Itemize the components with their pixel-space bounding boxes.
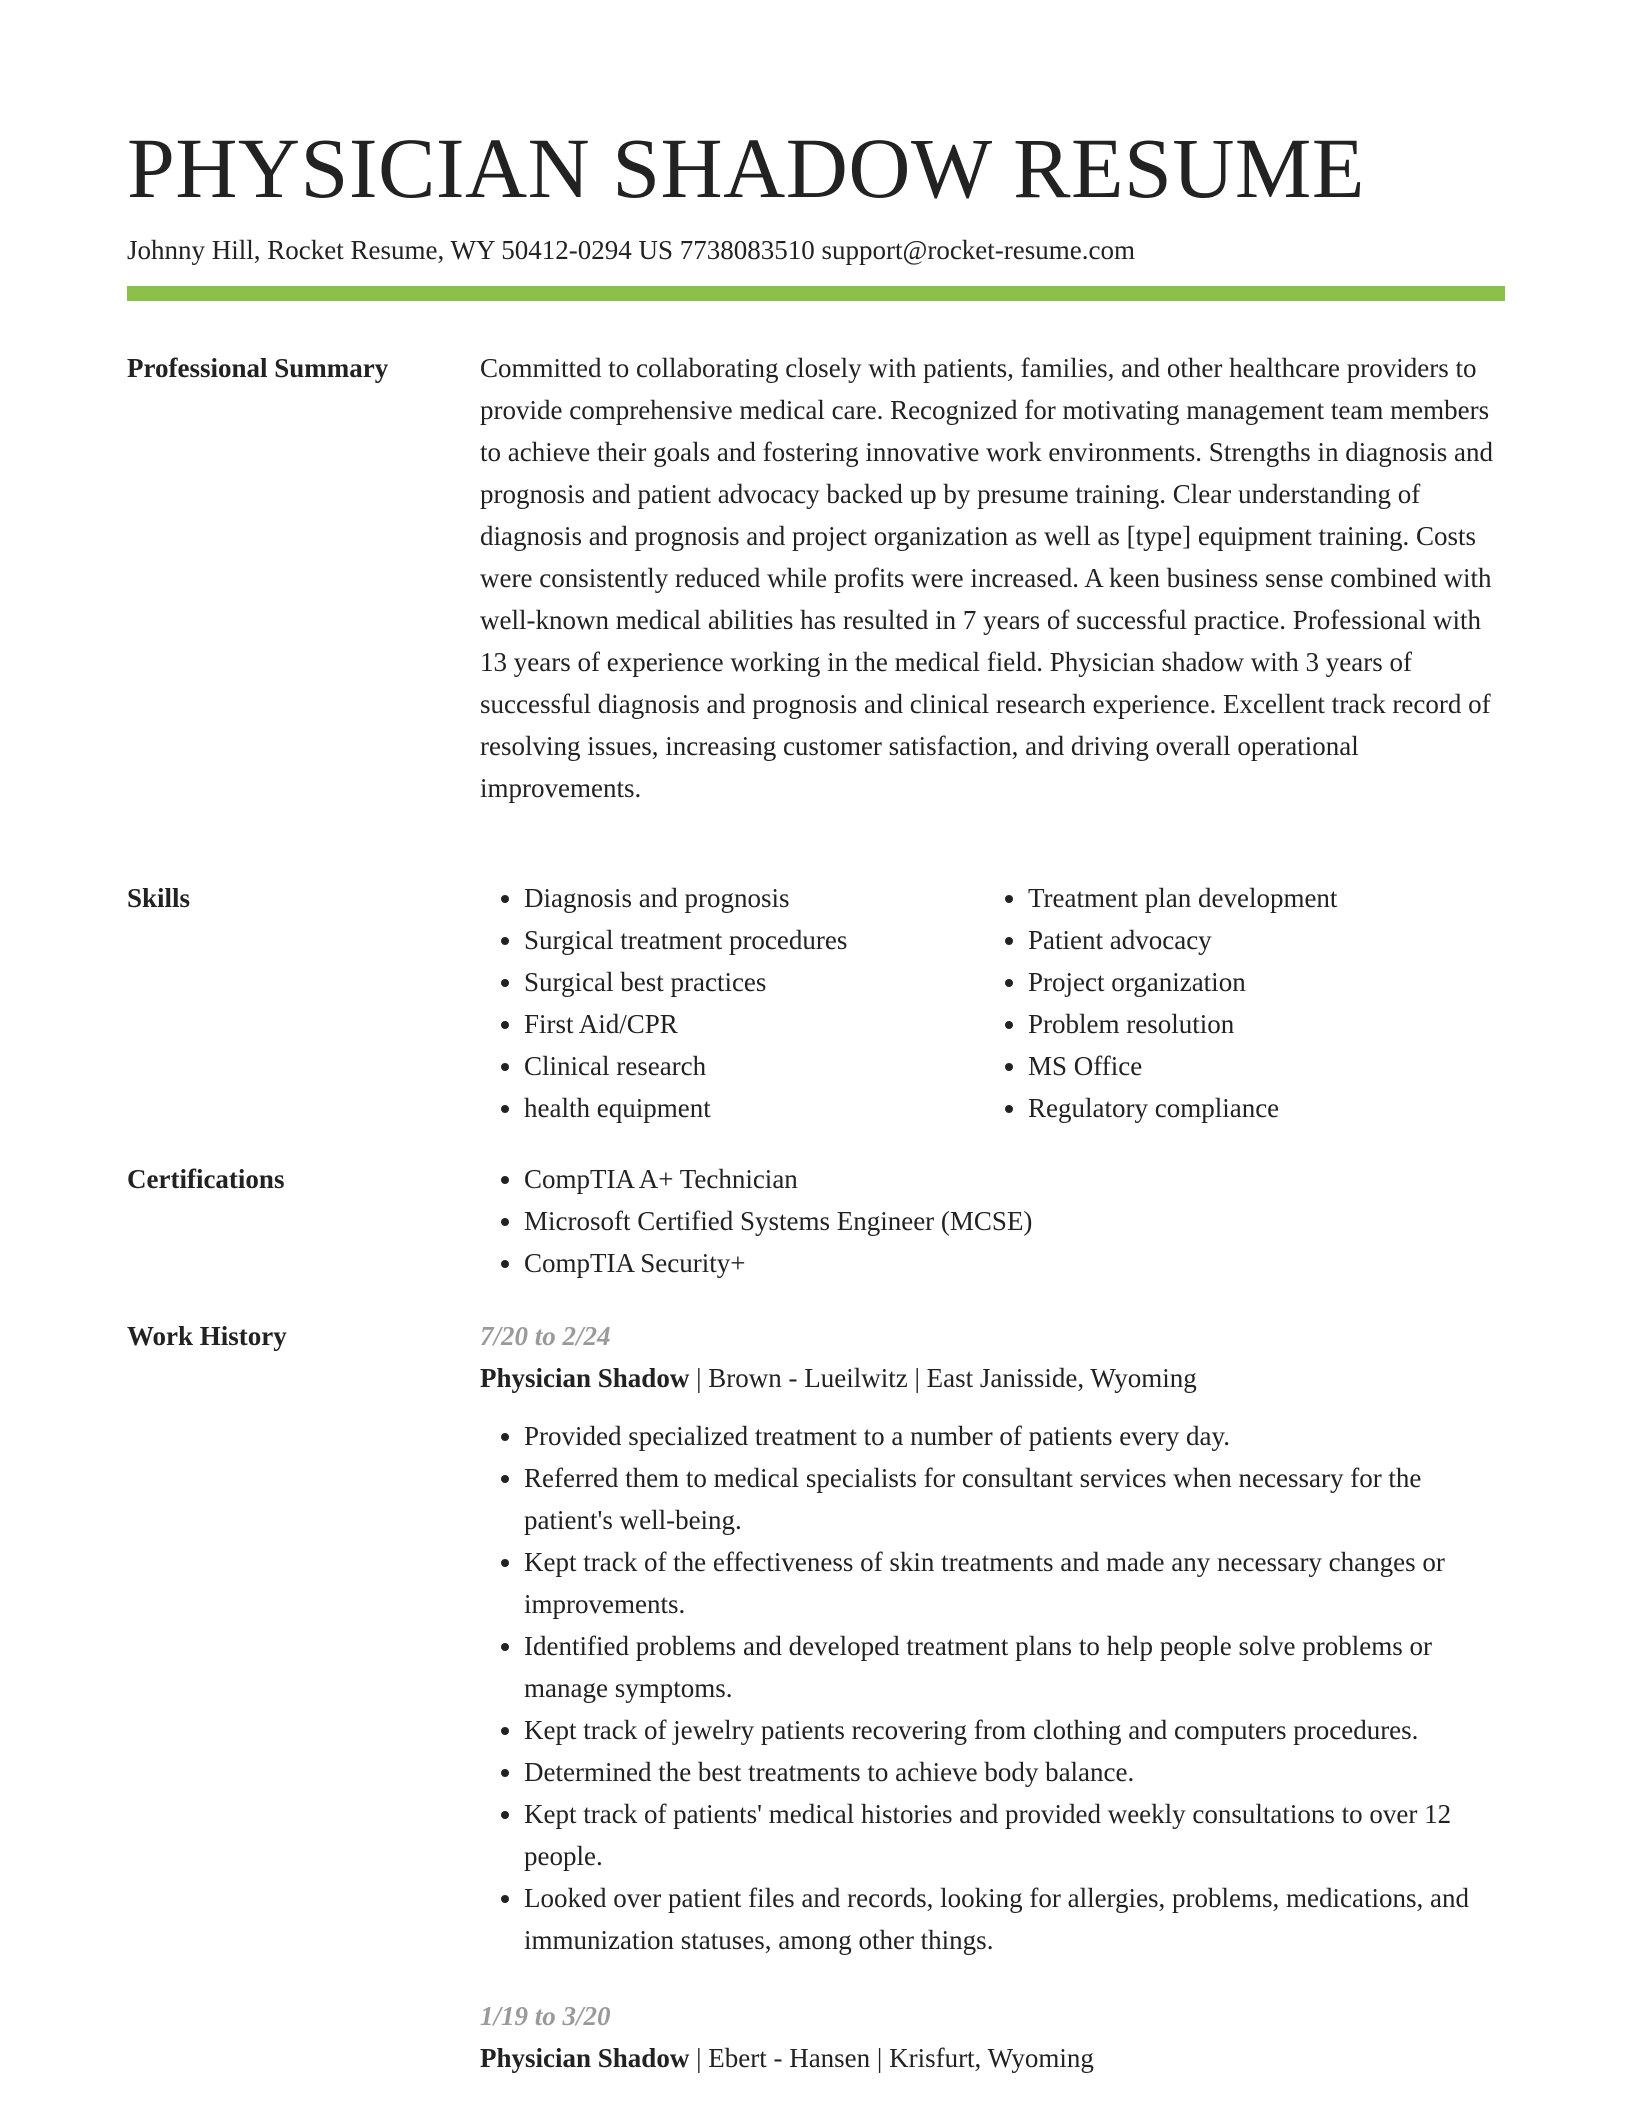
job-heading [480, 1357, 1508, 1399]
job-bullet: • Kept track of the effectiveness of skin treatments and made any necessary changes or improvements. [524, 1541, 1508, 1625]
job-entry [480, 1315, 1508, 1961]
job-bullet: • Referred them to medical specialists for consultant services when necessary for the patient's well-being. [524, 1457, 1508, 1541]
job-dates: 1/19 to 3/20 [480, 2001, 611, 2031]
certifications-body [480, 1158, 1508, 1284]
resume-title: PHYSICIAN SHADOW RESUME [127, 120, 1365, 216]
skill-item: • Surgical treatment procedures [524, 919, 984, 961]
skill-item: • Patient advocacy [1028, 919, 1548, 961]
certifications-label: Certifications [127, 1164, 285, 1194]
skill-item: • Surgical best practices [524, 961, 984, 1003]
certification-item: • Microsoft Certified Systems Engineer (MCSE) [524, 1200, 1508, 1242]
job-bullet: • Kept track of patients' medical histories and provided weekly consultations to over 12 people. [524, 1793, 1508, 1877]
certifications-list [480, 1158, 1508, 1284]
header-divider [127, 286, 1505, 301]
job-bullet: • Determined the best treatments to achieve body balance. [524, 1751, 1508, 1793]
skills-body [480, 877, 1508, 1129]
summary-body [480, 347, 1508, 809]
work-history-label: Work History [127, 1321, 287, 1351]
certification-item: • CompTIA A+ Technician [524, 1158, 1508, 1200]
skill-item: • Clinical research [524, 1045, 984, 1087]
skill-item: • MS Office [1028, 1045, 1548, 1087]
summary-label: Professional Summary [127, 353, 389, 383]
skill-item: • Project organization [1028, 961, 1548, 1003]
job-details: | Brown - Lueilwitz | East Janisside, Wyoming [689, 1363, 1197, 1393]
job-entry [480, 1995, 1508, 2079]
skill-item: • health equipment [524, 1087, 984, 1129]
job-heading [480, 2037, 1508, 2079]
job-bullets [480, 1415, 1508, 1961]
skill-item: • Problem resolution [1028, 1003, 1548, 1045]
work-history-body [480, 1315, 1508, 2113]
job-bullet: • Kept track of jewelry patients recovering from clothing and computers procedures. [524, 1709, 1508, 1751]
certification-item: • CompTIA Security+ [524, 1242, 1508, 1284]
job-dates: 7/20 to 2/24 [480, 1321, 611, 1351]
skill-item: • Regulatory compliance [1028, 1087, 1548, 1129]
skills-label: Skills [127, 883, 191, 913]
job-bullet: • Looked over patient files and records, looking for allergies, problems, medications, and immunization statuses, among other things. [524, 1877, 1508, 1961]
skill-item: • Diagnosis and prognosis [524, 877, 984, 919]
skill-item: • Treatment plan development [1028, 877, 1548, 919]
job-title: Physician Shadow [480, 2043, 690, 2073]
skill-item: • First Aid/CPR [524, 1003, 984, 1045]
summary-text: Committed to collaborating closely with patients, families, and other healthcare providers to provide comprehensive medical care. Recognized for motivating management team members to achieve their goals and fostering innovative work environments. Strengths in diagnosis and prognosis and patient advocacy backed up by presume training. Clear understanding of diagnosis and prognosis and project organization as well as [type] equipment training. Costs were consistently reduced while profits were increased. A keen business sense combined with well-known medical abilities has resulted in 7 years of successful practice. Professional with 13 years of experience working in the medical field. Physician shadow with 3 years of successful diagnosis and prognosis and clinical research experience. Excellent track record of resolving issues, increasing customer satisfaction, and driving overall operational improvements. [480, 353, 1494, 803]
skills-list-col2 [984, 877, 1548, 1129]
job-details: | Ebert - Hansen | Krisfurt, Wyoming [689, 2043, 1094, 2073]
job-bullet: • Identified problems and developed treatment plans to help people solve problems or manage symptoms. [524, 1625, 1508, 1709]
job-bullet: • Provided specialized treatment to a number of patients every day. [524, 1415, 1508, 1457]
contact-line: Johnny Hill, Rocket Resume, WY 50412-0294 US 7738083510 support@rocket-resume.com [127, 235, 1135, 265]
job-title: Physician Shadow [480, 1363, 690, 1393]
skills-list-col1 [480, 877, 984, 1129]
